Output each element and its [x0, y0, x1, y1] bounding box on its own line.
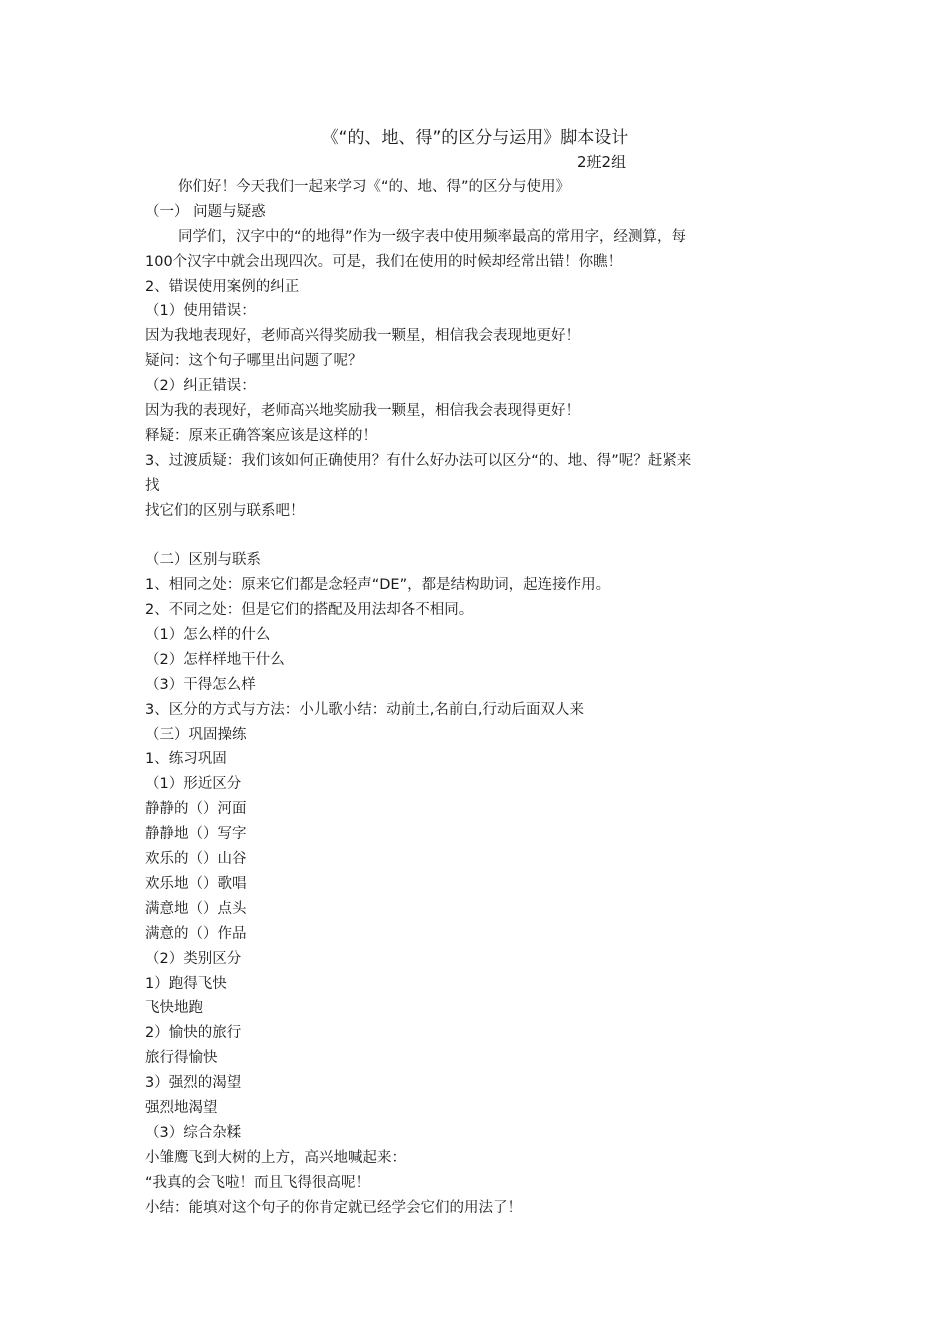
text-line: （3）综合杂糅	[145, 1124, 242, 1141]
text-line: 静静的（）河面	[145, 801, 247, 818]
text-line: 旅行得愉快	[145, 1050, 218, 1067]
text-line: （1）使用错误：	[145, 303, 256, 320]
text-line: 1、练习巩固	[145, 751, 227, 768]
text-line: 满意的（）作品	[145, 925, 247, 942]
text-line: 1）跑得飞快	[145, 975, 227, 992]
text-line: 找它们的区别与联系吧！	[145, 502, 305, 519]
blank-line	[145, 523, 805, 548]
text-line: 你们好！今天我们一起来学习《“的、地、得”的区分与使用》	[178, 179, 571, 195]
text-line: 2、不同之处：但是它们的搭配及用法却各不相同。	[145, 602, 474, 619]
document-title: 《“的、地、得”的区分与运用》脚本设计	[321, 128, 629, 148]
text-line: （1）形近区分	[145, 776, 242, 793]
document-body	[145, 175, 805, 1220]
text-line: 1、相同之处：原来它们都是念轻声“DE”，都是结构助词，起连接作用。	[145, 577, 611, 594]
text-line: 疑问：这个句子哪里出问题了呢？	[145, 353, 363, 370]
text-line: 欢乐地（）歌唱	[145, 875, 247, 892]
text-line: （2）纠正错误：	[145, 378, 256, 395]
text-line: （1）怎么样的什么	[145, 627, 271, 644]
text-line: 小结：能填对这个句子的你肯定就已经学会它们的用法了！	[145, 1199, 522, 1216]
text-line: （2）怎样样地干什么	[145, 651, 285, 668]
text-line: 强烈地渴望	[145, 1099, 218, 1116]
text-line: 同学们，汉字中的“的地得”作为一级字表中使用频率最高的常用字，经测算，每	[178, 228, 687, 245]
text-line: 释疑：原来正确答案应该是这样的！	[145, 427, 377, 444]
text-line: 满意地（）点头	[145, 900, 247, 917]
text-line: 100个汉字中就会出现四次。可是，我们在使用的时候却经常出错！你瞧！	[145, 253, 623, 270]
text-line: 找	[145, 477, 160, 494]
text-line: 3、区分的方式与方法：小儿歌小结：动前土,名前白,行动后面双人来	[145, 701, 584, 718]
text-line: 飞快地跑	[145, 1000, 203, 1017]
document-subtitle: 2班2组	[577, 153, 627, 171]
text-line: 小雏鹰飞到大树的上方，高兴地喊起来：	[145, 1149, 406, 1166]
text-line: （一） 问题与疑惑	[145, 203, 266, 220]
text-line: 静静地（）写字	[145, 826, 247, 843]
text-line: 因为我的表现好，老师高兴地奖励我一颗星，相信我会表现得更好！	[145, 403, 580, 420]
text-line: 3）强烈的渴望	[145, 1075, 242, 1092]
text-line: （二）区别与联系	[145, 552, 261, 569]
text-line: （三）巩固操练	[145, 726, 247, 743]
text-line: “我真的会飞啦！而且飞得很高呢！	[145, 1174, 371, 1191]
text-line: 欢乐的（）山谷	[145, 851, 247, 868]
text-line: 2、错误使用案例的纠正	[145, 278, 300, 295]
text-line: 因为我地表现好，老师高兴得奖励我一颗星，相信我会表现地更好！	[145, 328, 580, 345]
text-line: 2）愉快的旅行	[145, 1025, 242, 1042]
text-line: （2）类别区分	[145, 950, 242, 967]
text-line: 3、过渡质疑：我们该如何正确使用？有什么好办法可以区分“的、地、得”呢？赶紧来	[145, 452, 692, 469]
text-line: （3）干得怎么样	[145, 676, 256, 693]
